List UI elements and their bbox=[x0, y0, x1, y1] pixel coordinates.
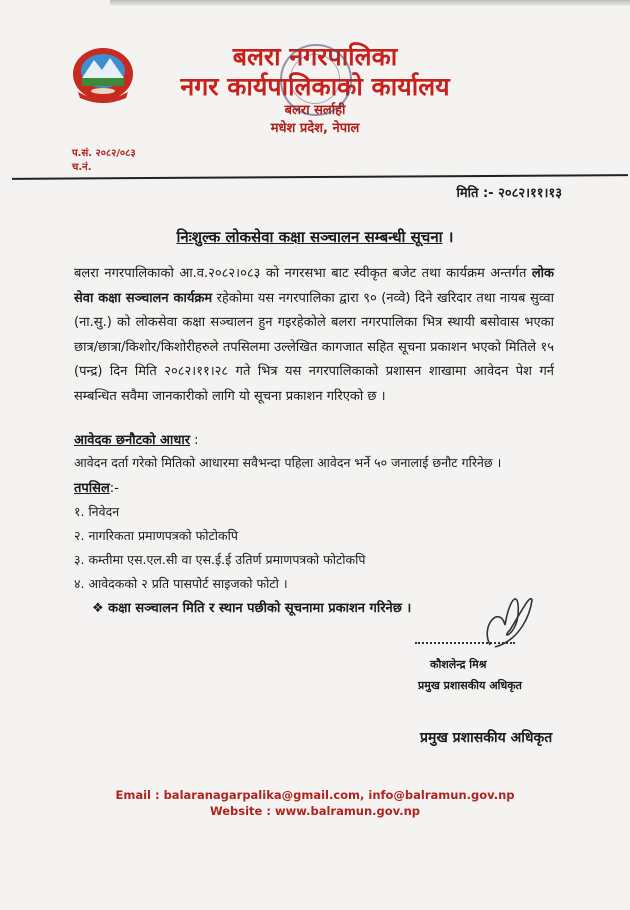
province: मधेश प्रदेश, नेपाल bbox=[270, 121, 360, 136]
office-name: नगर कार्यपालिकाको कार्यालय bbox=[180, 72, 450, 101]
footer-website bbox=[0, 804, 630, 818]
signature-line bbox=[415, 642, 515, 644]
office-stamp bbox=[280, 44, 352, 116]
municipality-name: बलरा नगरपालिका bbox=[232, 42, 398, 71]
title-end: । bbox=[442, 228, 454, 246]
selection-text: आवेदन दर्ता गरेको मितिको आधारमा सवैभन्दा पहिला आवेदन भर्ने ५० जनालाई छनौट गरिनेछ । bbox=[74, 455, 502, 470]
notice-title-text: निःशुल्क लोकसेवा कक्षा सञ्चालन सम्बन्धी सूचना bbox=[176, 228, 443, 246]
list-item: ३. कम्तीमा एस.एल.सी वा एस.ई.ई उतिर्ण प्रमाणपत्रको फोटोकपि bbox=[74, 552, 366, 567]
selection-heading-text: आवेदक छनौटको आधार bbox=[74, 433, 191, 448]
notice-title bbox=[0, 227, 630, 247]
colon: : bbox=[190, 433, 199, 448]
footer-email bbox=[0, 788, 630, 802]
notice-body bbox=[74, 262, 554, 409]
body-text-cont: रहेकोमा यस नगरपालिका द्वारा ९० (नव्वे) दिने खरिदार तथा नायब सुव्वा (ना.सु.) को लोकसेवा कक्षा सञ्चालन हुन गइरहेकोले बलरा नगरपालिका भित्र स्थायी बसोवास भएका छात्र/छात्रा/किशोर/किशोरीहरुले तपसिलमा उल्लेखित कागजात सहित सूचना प्रकाशन भएको मितिले १५ (पन्द्र) दिन मिति २०८२।११।२८ गते भित्र यस नगरपालिकाको प्रशासन शाखामा आवेदन पेश गर्न सम्बन्धित सवैमा जानकारीको लागि यो सूचना प्रकाशन गरिएको छ । bbox=[74, 290, 554, 404]
dispatch-number: च.नं. bbox=[72, 162, 92, 173]
list-item: २. नागरिकता प्रमाणपत्रको फोटोकपि bbox=[74, 528, 238, 543]
signature bbox=[470, 585, 540, 655]
details-heading-text: तपसिल bbox=[74, 481, 110, 496]
location: बलरा सर्लाही bbox=[284, 103, 346, 118]
nepal-emblem-icon bbox=[68, 44, 138, 106]
list-item: १. निवेदन bbox=[74, 504, 120, 519]
selection-heading bbox=[74, 430, 199, 448]
signatory-title: प्रमुख प्रशासकीय अधिकृत bbox=[418, 679, 522, 692]
signatory-title-handwritten: प्रमुख प्रशासकीय अधिकृत bbox=[420, 730, 553, 746]
signatory-name: कौशलेन्द्र मिश्र bbox=[430, 658, 487, 671]
website-link[interactable]: www.balramun.gov.np bbox=[274, 804, 421, 818]
program-name: लोक सेवा कक्षा सञ्चालन कार्यक्रम bbox=[74, 266, 554, 306]
class-schedule-note: ❖ कक्षा सञ्चालन मिति र स्थान पछीको सूचनामा प्रकाशन गरिनेछ । bbox=[92, 601, 412, 616]
reference-numbers bbox=[72, 147, 136, 175]
body-text: बलरा नगरपालिकाको आ.व.२०८२।०८३ को नगरसभा बाट स्वीकृत बजेट तथा कार्यक्रम अन्तर्गत bbox=[74, 266, 532, 281]
letter-date: मिति :- २०८२।११।१३ bbox=[456, 186, 562, 201]
website-label: Website : bbox=[209, 804, 275, 818]
suffix: :- bbox=[109, 481, 119, 496]
page-edge bbox=[110, 0, 630, 6]
list-item: ४. आवेदकको २ प्रति पासपोर्ट साइजको फोटो । bbox=[74, 576, 288, 591]
email-label: Email : bbox=[115, 788, 164, 802]
email-link[interactable]: balaranagarpalika@gmail.com, info@balramun.gov.np bbox=[163, 788, 515, 802]
letter-number: प.सं. २०८२/०८३ bbox=[72, 148, 136, 159]
details-heading bbox=[74, 478, 119, 496]
